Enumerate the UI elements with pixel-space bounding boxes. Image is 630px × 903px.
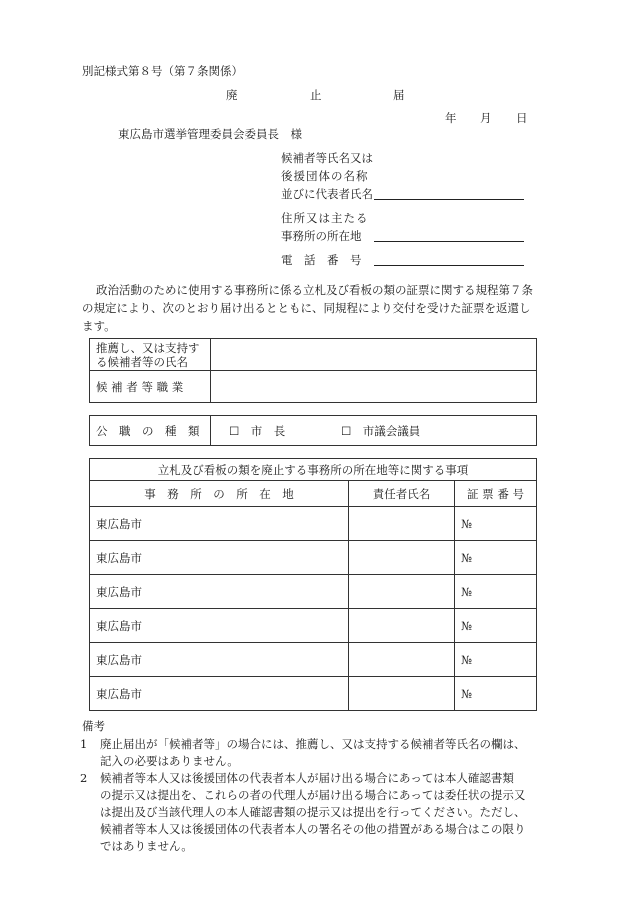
office-row-6 <box>90 677 537 711</box>
certificate-number-cell[interactable]: № <box>455 609 537 643</box>
intro-line-2: の規定により、次のとおり届け出るとともに、同規程により交付を受けた証票を返還し <box>82 301 531 315</box>
office-row-2 <box>90 541 537 575</box>
date-day-label: 日 <box>516 111 528 125</box>
certificate-number-cell[interactable]: № <box>455 677 537 711</box>
office-location-cell[interactable]: 東広島市 <box>90 507 349 541</box>
office-row-3 <box>90 575 537 609</box>
remark-2-line-1: 候補者等本人又は後援団体の代表者本人が届け出る場合にあっては本人確認書類 <box>100 771 514 785</box>
applicant-name-field[interactable] <box>374 187 524 200</box>
office-location-cell[interactable]: 東広島市 <box>90 575 349 609</box>
date-year-label: 年 <box>445 111 457 125</box>
remark-2-line-4: 候補者等本人又は後援団体の代表者本人の署名その他の措置がある場合はこの限り <box>100 822 526 836</box>
remark-2-line-3: は提出及び当該代理人の本人確認書類の提示又は提出を行ってください。ただし、 <box>100 805 526 819</box>
intro-line-3: ます。 <box>82 319 116 333</box>
office-location-cell[interactable]: 東広島市 <box>90 541 349 575</box>
applicant-phone-field[interactable] <box>374 253 524 266</box>
checkbox-city-council[interactable]: ☐ 市議会議員 <box>340 423 421 438</box>
applicant-name-label-2: 後援団体の名称 <box>281 169 369 183</box>
remark-2-line-5: ではありません。 <box>100 839 193 853</box>
office-location-cell[interactable]: 東広島市 <box>90 677 349 711</box>
office-row-4 <box>90 609 537 643</box>
remarks-heading: 備考 <box>82 719 105 733</box>
remark-1-number: 1 <box>80 737 88 751</box>
title-char-2: 止 <box>310 88 322 102</box>
candidate-occupation-label: 候 補 者 等 職 業 <box>90 371 211 403</box>
certificate-number-cell[interactable]: № <box>455 643 537 677</box>
title-char-1: 廃 <box>226 88 238 102</box>
remark-1-line-1: 廃止届出が「候補者等」の場合には、推薦し、又は支持する候補者等氏名の欄は、 <box>100 737 526 751</box>
remark-1 <box>80 736 560 770</box>
header-location: 事 務 所 の 所 在 地 <box>90 481 349 507</box>
office-type-label: 公 職 の 種 類 <box>90 416 211 446</box>
office-row-1 <box>90 507 537 541</box>
candidate-table <box>89 338 537 403</box>
office-row-5 <box>90 643 537 677</box>
responsible-person-cell[interactable] <box>349 507 455 541</box>
office-location-table <box>89 458 537 711</box>
candidate-occupation-field[interactable] <box>211 371 537 403</box>
responsible-person-cell[interactable] <box>349 575 455 609</box>
responsible-person-cell[interactable] <box>349 541 455 575</box>
remark-2 <box>80 770 560 855</box>
title-char-3: 届 <box>393 88 405 102</box>
applicant-address-label-1: 住所又は主たる <box>281 211 369 225</box>
header-responsible-person: 責任者氏名 <box>349 481 455 507</box>
certificate-number-cell[interactable]: № <box>455 541 537 575</box>
intro-line-1: 政治活動のために使用する事務所に係る立札及び看板の類の証票に関する規程第７条 <box>96 283 533 297</box>
checkbox-mayor[interactable]: ☐ 市 長 <box>229 423 286 438</box>
office-location-cell[interactable]: 東広島市 <box>90 643 349 677</box>
applicant-name-label-1: 候補者等氏名又は <box>281 151 373 165</box>
applicant-address-field[interactable] <box>374 229 524 242</box>
responsible-person-cell[interactable] <box>349 609 455 643</box>
remark-2-line-2: の提示又は提出を、これらの者の代理人が届け出る場合にあっては委任状の提示又 <box>100 788 526 802</box>
applicant-name-label-3: 並びに代表者氏名 <box>281 187 373 201</box>
candidate-name-label <box>90 339 211 371</box>
remark-1-line-2: 記入の必要はありません。 <box>100 754 239 768</box>
responsible-person-cell[interactable] <box>349 643 455 677</box>
applicant-phone-label: 電 話 番 号 <box>281 253 362 267</box>
remark-2-number: 2 <box>80 771 88 785</box>
office-type-options <box>211 416 537 446</box>
date-month-label: 月 <box>480 111 492 125</box>
candidate-name-label-1: 推薦し、又は支持す <box>96 340 200 355</box>
office-table-title: 立札及び看板の類を廃止する事務所の所在地等に関する事項 <box>90 459 537 481</box>
header-certificate-number: 証 票 番 号 <box>455 481 537 507</box>
applicant-address-label-2: 事務所の所在地 <box>281 229 362 243</box>
candidate-name-label-2: る候補者等の氏名 <box>96 354 188 369</box>
form-reference: 別記様式第８号（第７条関係） <box>82 64 243 78</box>
office-location-cell[interactable]: 東広島市 <box>90 609 349 643</box>
addressee: 東広島市選挙管理委員会委員長 様 <box>118 127 302 141</box>
office-type-table <box>89 415 537 446</box>
certificate-number-cell[interactable]: № <box>455 507 537 541</box>
certificate-number-cell[interactable]: № <box>455 575 537 609</box>
responsible-person-cell[interactable] <box>349 677 455 711</box>
candidate-name-field[interactable] <box>211 339 537 371</box>
